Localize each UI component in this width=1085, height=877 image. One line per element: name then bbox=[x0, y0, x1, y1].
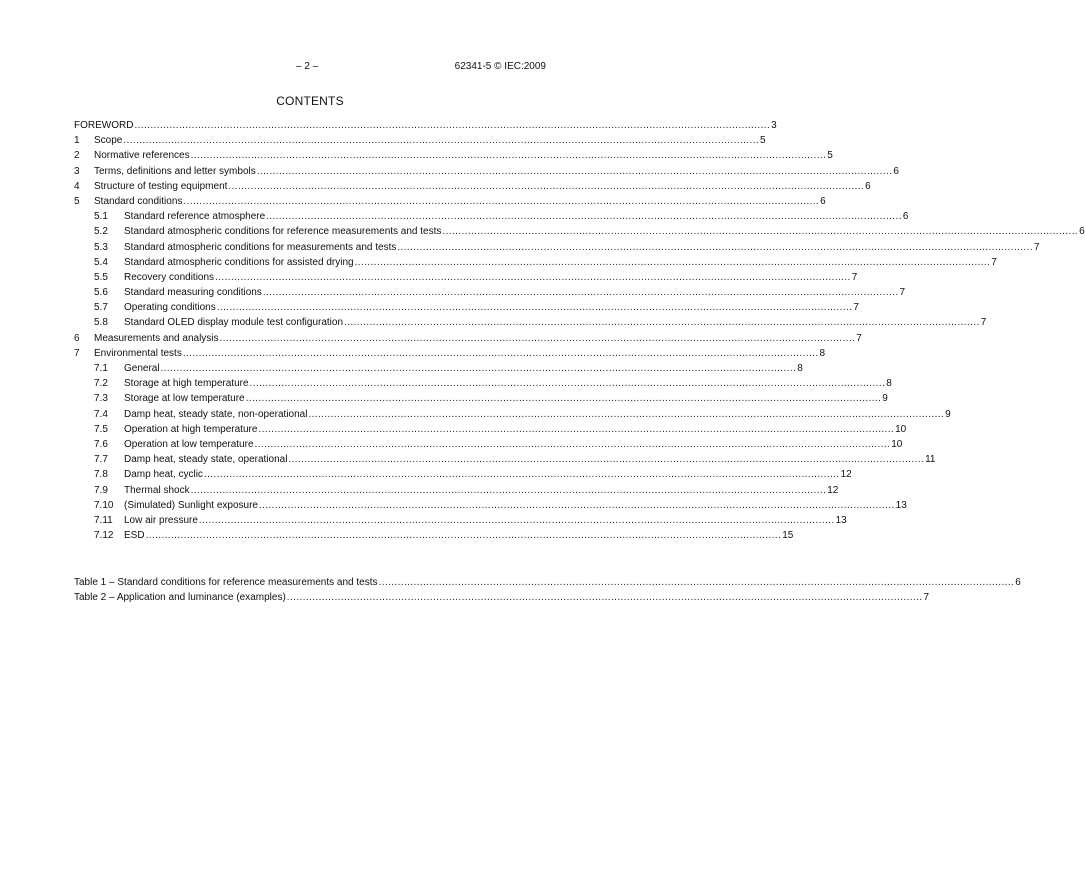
dot-leader: ........................................................................................................................................................................................................ bbox=[145, 530, 782, 542]
entry-title: Measurements and analysis bbox=[94, 332, 219, 344]
entry-number: 3 bbox=[74, 165, 80, 177]
entry-number: 7.6 bbox=[94, 438, 108, 450]
entry-number: 5.1 bbox=[94, 211, 108, 223]
entry-title: Standard reference atmosphere bbox=[124, 211, 266, 223]
toc-entry[interactable] bbox=[74, 194, 826, 209]
entry-title: ESD bbox=[124, 530, 145, 542]
entry-title: Damp heat, steady state, operational bbox=[124, 454, 288, 466]
toc-entry[interactable] bbox=[74, 346, 826, 361]
entry-page-number: 12 bbox=[840, 469, 852, 481]
entry-page-number: 7 bbox=[856, 332, 862, 344]
dot-leader: ........................................................................................................................................................................................................ bbox=[288, 454, 925, 466]
entry-number: 7.11 bbox=[94, 514, 113, 526]
entry-title: Environmental tests bbox=[94, 347, 182, 359]
entry-number: 4 bbox=[74, 180, 80, 192]
entry-page-number: 13 bbox=[835, 514, 847, 526]
entry-page-number: 10 bbox=[895, 423, 907, 435]
entry-page-number: 13 bbox=[895, 499, 907, 511]
entry-page-number: 7 bbox=[980, 317, 987, 329]
entry-title: Normative references bbox=[94, 150, 190, 162]
dot-leader: ........................................................................................................................................................................................................ bbox=[198, 514, 835, 526]
dot-leader: ........................................................................................................................................................................................................ bbox=[123, 135, 760, 147]
entry-title: FOREWORD bbox=[74, 120, 134, 131]
entry-page-number: 7 bbox=[1034, 241, 1040, 253]
dot-leader: ........................................................................................................................................................................................................ bbox=[262, 287, 899, 299]
entry-page-number: 8 bbox=[819, 347, 826, 359]
entry-number: 7.4 bbox=[94, 408, 108, 420]
toc-entry[interactable] bbox=[74, 285, 906, 300]
entry-number: 7 bbox=[74, 347, 80, 359]
entry-page-number: 7 bbox=[851, 271, 858, 283]
toc-entry[interactable] bbox=[74, 148, 833, 163]
entry-number: 5.2 bbox=[94, 226, 108, 238]
entry-number: 5.8 bbox=[94, 317, 108, 329]
contents-title: CONTENTS bbox=[276, 94, 344, 108]
toc-entry[interactable] bbox=[74, 133, 766, 148]
dot-leader: ........................................................................................................................................................................................................ bbox=[258, 499, 895, 511]
dot-leader: ........................................................................................................................................................................................................ bbox=[190, 150, 827, 162]
entry-title: Storage at low temperature bbox=[124, 393, 245, 405]
entry-page-number: 15 bbox=[782, 530, 794, 542]
entry-title: Operating conditions bbox=[124, 302, 216, 314]
dot-leader: ........................................................................................................................................................................................................ bbox=[308, 408, 945, 420]
entry-page-number: 6 bbox=[902, 211, 909, 223]
entry-number: 5.5 bbox=[94, 271, 108, 283]
toc-entry[interactable] bbox=[74, 361, 803, 376]
toc-entry[interactable] bbox=[74, 391, 888, 406]
entry-title: Standard measuring conditions bbox=[124, 287, 262, 299]
toc-entry[interactable] bbox=[74, 513, 847, 528]
toc-entry[interactable] bbox=[74, 498, 907, 513]
entry-page-number: 5 bbox=[760, 135, 766, 147]
toc-entry[interactable] bbox=[74, 224, 1085, 239]
toc-entry[interactable] bbox=[74, 300, 859, 315]
entry-page-number: 7 bbox=[923, 592, 930, 604]
entry-title: Table 1 – Standard conditions for reference measurements and tests bbox=[74, 577, 378, 588]
entry-title: Operation at low temperature bbox=[124, 438, 254, 450]
entry-number: 5.6 bbox=[94, 287, 108, 299]
dot-leader: ........................................................................................................................................................................................................ bbox=[215, 271, 851, 283]
dot-leader: ........................................................................................................................................................................................................ bbox=[256, 165, 893, 177]
entry-title: Scope bbox=[94, 135, 123, 147]
dot-leader: ........................................................................................................................................................................................................ bbox=[183, 195, 820, 207]
dot-leader: ........................................................................................................................................................................................................ bbox=[258, 423, 895, 435]
table-entry[interactable] bbox=[74, 575, 1021, 590]
entry-title: Terms, definitions and letter symbols bbox=[94, 165, 256, 177]
dot-leader: ........................................................................................................................................................................................................ bbox=[354, 256, 991, 268]
entry-title: Standard atmospheric conditions for measurements and tests bbox=[124, 241, 397, 253]
entry-number: 5.3 bbox=[94, 241, 108, 253]
dot-leader: ........................................................................................................................................................................................................ bbox=[397, 241, 1034, 253]
entry-title: Standard atmospheric conditions for assisted drying bbox=[124, 256, 354, 268]
toc-entry[interactable] bbox=[74, 376, 892, 391]
toc-entry[interactable] bbox=[74, 407, 951, 422]
entry-number: 7.5 bbox=[94, 423, 108, 435]
dot-leader: ........................................................................................................................................................................................................ bbox=[219, 332, 856, 344]
entry-page-number: 9 bbox=[882, 393, 888, 405]
table-of-contents bbox=[74, 118, 1085, 543]
entry-page-number: 6 bbox=[820, 195, 826, 207]
entry-page-number: 7 bbox=[853, 302, 859, 314]
document-id: 62341-5 © IEC:2009 bbox=[454, 61, 546, 72]
entry-title: Table 2 – Application and luminance (examples) bbox=[74, 592, 286, 604]
page-number: – 2 – bbox=[296, 61, 319, 72]
toc-entry[interactable] bbox=[74, 179, 871, 194]
entry-page-number: 3 bbox=[771, 120, 777, 131]
entry-title: Low air pressure bbox=[124, 514, 198, 526]
toc-entry[interactable] bbox=[74, 118, 777, 133]
entry-title: Operation at high temperature bbox=[124, 423, 258, 435]
dot-leader: ........................................................................................................................................................................................................ bbox=[266, 211, 902, 223]
toc-entry[interactable] bbox=[74, 270, 858, 285]
toc-entry[interactable] bbox=[74, 452, 936, 467]
dot-leader: ........................................................................................................................................................................................................ bbox=[442, 226, 1079, 238]
table-entry[interactable] bbox=[74, 590, 930, 605]
entry-title: (Simulated) Sunlight exposure bbox=[124, 499, 258, 511]
entry-title: Damp heat, cyclic bbox=[124, 469, 203, 481]
toc-entry[interactable] bbox=[74, 331, 862, 346]
entry-number: 7.7 bbox=[94, 454, 108, 466]
entry-title: Storage at high temperature bbox=[124, 378, 249, 390]
toc-entry[interactable] bbox=[74, 209, 909, 224]
entry-page-number: 9 bbox=[945, 408, 951, 420]
entry-page-number: 6 bbox=[1079, 226, 1085, 238]
entry-title: General bbox=[124, 363, 160, 374]
entry-title: Standard OLED display module test configuration bbox=[124, 317, 344, 329]
dot-leader: ........................................................................................................................................................................................................ bbox=[160, 363, 797, 374]
entry-page-number: 6 bbox=[1015, 577, 1021, 588]
entry-number: 1 bbox=[74, 135, 80, 147]
dot-leader: ........................................................................................................................................................................................................ bbox=[228, 180, 865, 192]
dot-leader: ........................................................................................................................................................................................................ bbox=[344, 317, 980, 329]
dot-leader: ........................................................................................................................................................................................................ bbox=[134, 120, 771, 131]
entry-page-number: 10 bbox=[891, 438, 903, 450]
entry-number: 5.4 bbox=[94, 256, 108, 268]
entry-page-number: 7 bbox=[991, 256, 997, 268]
entry-page-number: 6 bbox=[893, 165, 899, 177]
dot-leader: ........................................................................................................................................................................................................ bbox=[378, 577, 1015, 588]
entry-number: 7.3 bbox=[94, 393, 108, 405]
toc-entry[interactable] bbox=[74, 315, 987, 330]
entry-number: 7.12 bbox=[94, 530, 114, 542]
entry-number: 2 bbox=[74, 150, 80, 162]
entry-page-number: 12 bbox=[827, 484, 839, 496]
toc-entry[interactable] bbox=[74, 422, 907, 437]
dot-leader: ........................................................................................................................................................................................................ bbox=[182, 347, 819, 359]
entry-page-number: 5 bbox=[827, 150, 833, 162]
entry-title: Standard atmospheric conditions for reference measurements and tests bbox=[124, 226, 442, 238]
entry-page-number: 8 bbox=[886, 378, 892, 390]
toc-entry[interactable] bbox=[74, 437, 903, 452]
entry-page-number: 7 bbox=[899, 287, 906, 299]
entry-title: Damp heat, steady state, non-operational bbox=[124, 408, 308, 420]
toc-entry[interactable] bbox=[74, 467, 852, 482]
entry-number: 7.8 bbox=[94, 469, 108, 481]
dot-leader: ........................................................................................................................................................................................................ bbox=[249, 378, 886, 390]
toc-entry[interactable] bbox=[74, 255, 997, 270]
toc-entry[interactable] bbox=[74, 240, 1040, 255]
dot-leader: ........................................................................................................................................................................................................ bbox=[286, 592, 923, 604]
toc-entry[interactable] bbox=[74, 483, 839, 498]
entry-number: 7.9 bbox=[94, 484, 108, 496]
entry-number: 7.10 bbox=[94, 499, 114, 511]
dot-leader: ........................................................................................................................................................................................................ bbox=[254, 438, 891, 450]
entry-page-number: 6 bbox=[865, 180, 871, 192]
entry-number: 5 bbox=[74, 195, 80, 207]
list-of-tables bbox=[74, 575, 1021, 605]
entry-number: 5.7 bbox=[94, 302, 108, 314]
entry-page-number: 8 bbox=[797, 363, 803, 374]
dot-leader: ........................................................................................................................................................................................................ bbox=[216, 302, 853, 314]
entry-title: Structure of testing equipment bbox=[94, 180, 228, 192]
page-header bbox=[0, 61, 620, 75]
dot-leader: ........................................................................................................................................................................................................ bbox=[245, 393, 882, 405]
entry-title: Standard conditions bbox=[94, 195, 183, 207]
toc-entry[interactable] bbox=[74, 528, 794, 543]
toc-entry[interactable] bbox=[74, 164, 899, 179]
dot-leader: ........................................................................................................................................................................................................ bbox=[190, 484, 827, 496]
entry-number: 7.2 bbox=[94, 378, 108, 390]
entry-title: Thermal shock bbox=[124, 484, 190, 496]
entry-number: 6 bbox=[74, 332, 80, 344]
dot-leader: ........................................................................................................................................................................................................ bbox=[203, 469, 840, 481]
entry-title: Recovery conditions bbox=[124, 271, 215, 283]
entry-page-number: 11 bbox=[925, 454, 936, 466]
entry-number: 7.1 bbox=[94, 363, 108, 374]
